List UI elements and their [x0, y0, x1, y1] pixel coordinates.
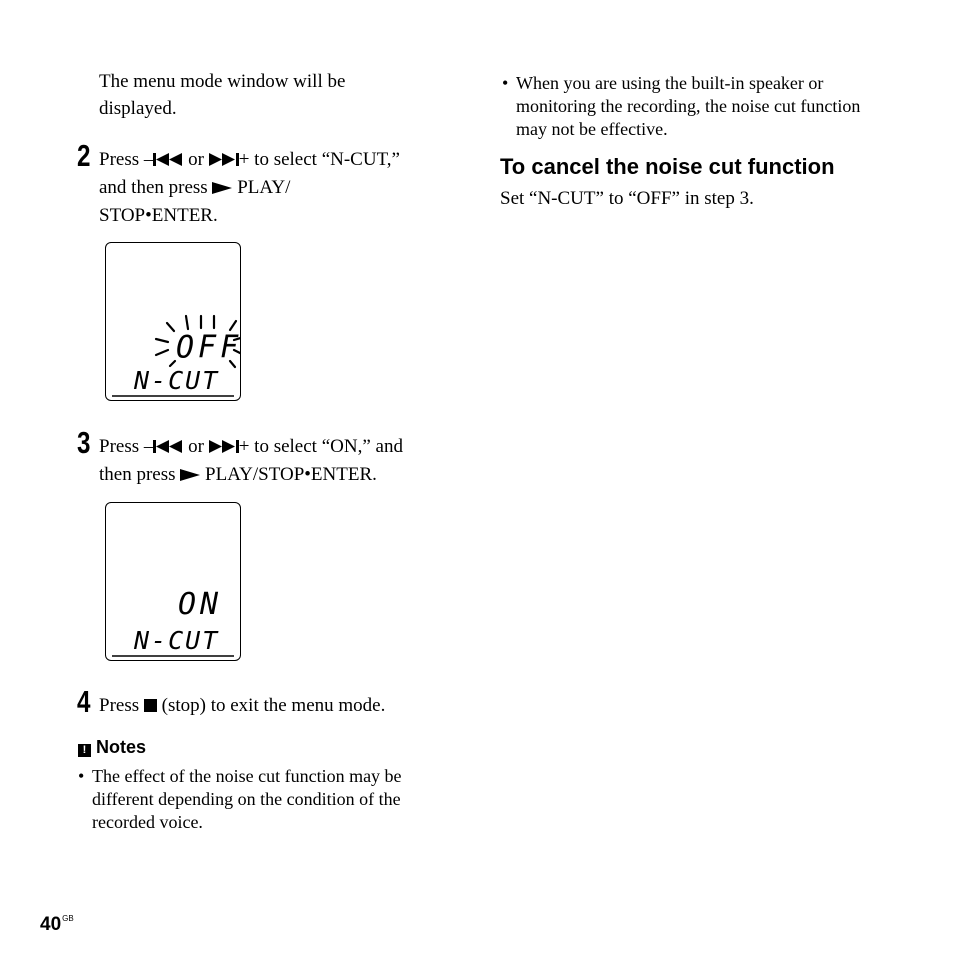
cancel-heading: To cancel the noise cut function [500, 154, 835, 179]
intro-line-1: The menu mode window will be [99, 71, 346, 92]
step-3-play-stop-enter-text: PLAY/STOP•ENTER. [205, 464, 377, 485]
step-2-select-text: + to select “N-CUT,” [238, 149, 400, 170]
intro-line-2: displayed. [99, 98, 177, 119]
step-3-or-text: or [188, 436, 204, 457]
step-3-number: 3 [77, 425, 91, 460]
notes-list-left [78, 765, 448, 834]
step-4-text [99, 692, 459, 720]
lcd-label-ncut: N-CUT [134, 366, 220, 395]
step-2-press-text: Press – [99, 149, 154, 170]
note-item: • The effect of the noise cut function may be different depending on the condition of the recorded voice. [78, 765, 448, 834]
notes-title: Notes [96, 737, 147, 757]
step-4-rest-text: (stop) to exit the menu mode. [161, 695, 386, 716]
page-number [40, 908, 74, 936]
page-region: GB [62, 914, 74, 923]
lcd-value-off: OFF [176, 329, 243, 366]
previous-track-icon [153, 147, 183, 174]
step-3-press-text: Press – [99, 436, 154, 457]
step-3-select-text: + to select “ON,” and [238, 436, 403, 457]
step-2-then-press-text: and then press [99, 177, 208, 198]
lcd-display-on [105, 502, 241, 661]
step-4-number: 4 [77, 684, 91, 719]
next-track-icon [209, 434, 239, 461]
lcd-value-on: ON [178, 587, 223, 622]
step-3-text [99, 433, 459, 489]
play-icon [212, 175, 232, 202]
notes-list-right [502, 72, 882, 141]
step-2-text [99, 146, 459, 229]
notes-heading [78, 736, 146, 758]
lcd-label-ncut: N-CUT [134, 626, 220, 655]
notes-warning-icon: ! [78, 744, 91, 757]
step-2-stop-enter-text: STOP•ENTER. [99, 205, 218, 226]
stop-icon [144, 693, 157, 720]
step-3-then-press-text: then press [99, 464, 176, 485]
step-2-play-text: PLAY/ [237, 177, 291, 198]
step-4-press-text: Press [99, 695, 140, 716]
previous-track-icon [153, 434, 183, 461]
next-track-icon [209, 147, 239, 174]
note-item: • When you are using the built-in speaker or monitoring the recording, the noise cut function may not be effective. [502, 72, 882, 141]
step-2-number: 2 [77, 138, 91, 173]
lcd-display-off [105, 242, 241, 401]
step-2-or-text: or [188, 149, 204, 170]
page-number-value: 40 [40, 914, 62, 935]
play-icon [180, 462, 200, 489]
cancel-body: Set “N-CUT” to “OFF” in step 3. [500, 188, 754, 209]
intro-text [99, 68, 439, 122]
